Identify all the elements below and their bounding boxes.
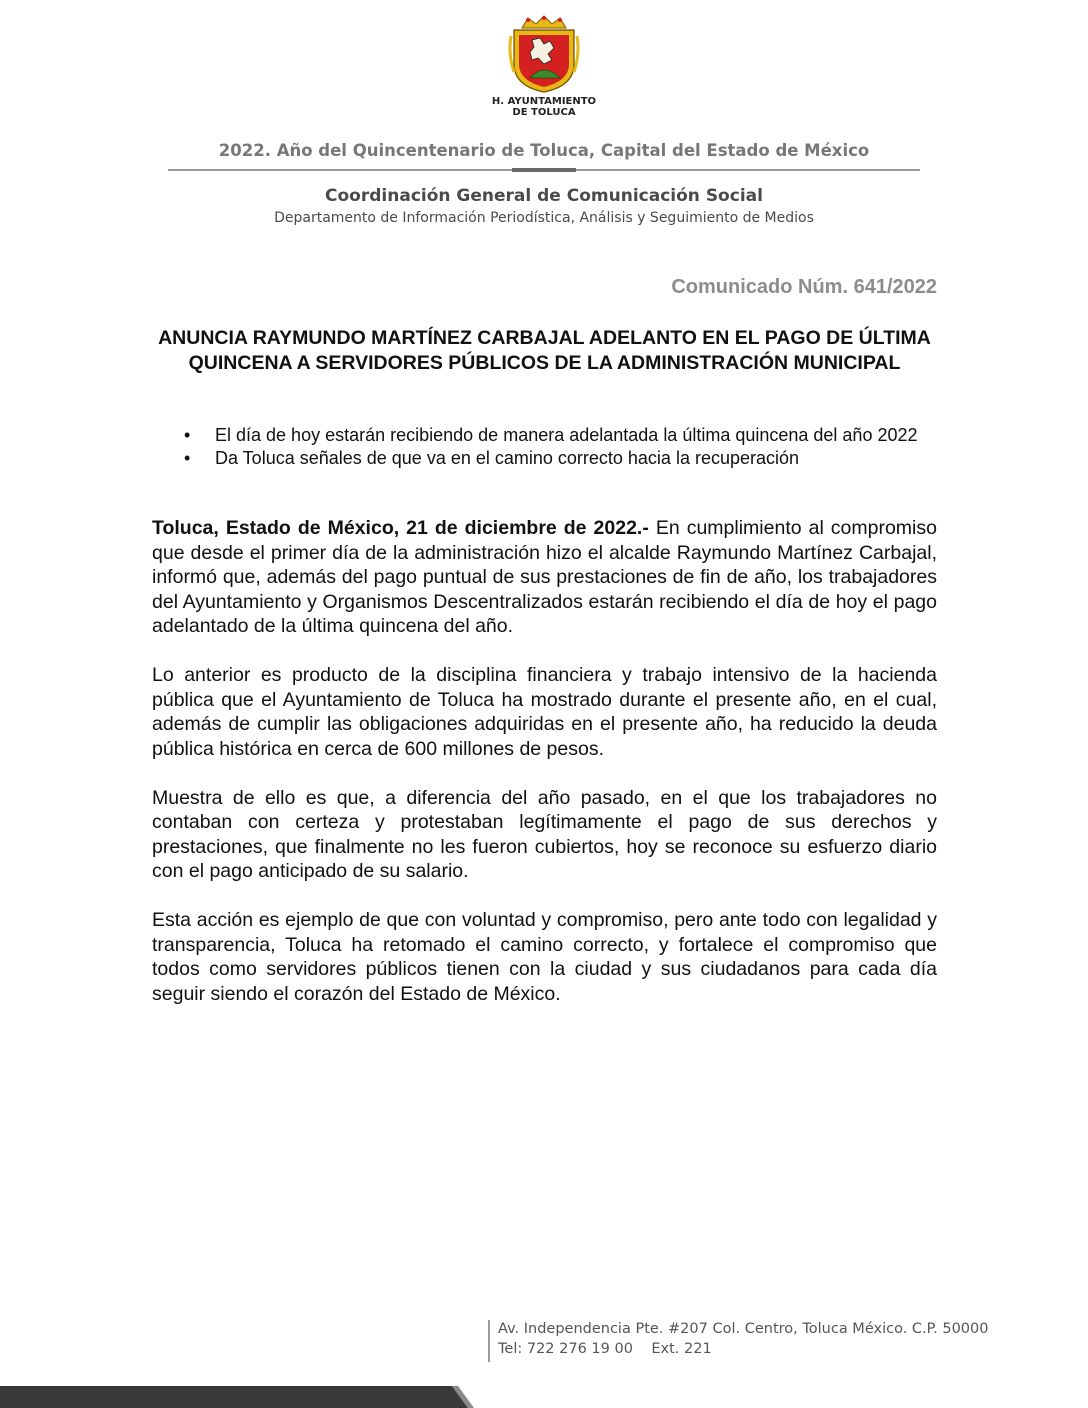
body-paragraph: Lo anterior es producto de la disciplina financiera y trabajo intensivo de la hacienda pública que el Ayuntamiento de Toluca ha mostrado durante el presente año, en el cual, además de cumplir las obligaciones adquiridas en el presente año, ha reducido la deuda pública histórica en cerca de 600 millones de pesos.	[152, 664, 937, 760]
body-paragraph: Muestra de ello es que, a diferencia del año pasado, en el que los trabajadores no contaban con certeza y protestaban legítimamente el pago de sus derechos y prestaciones, que finalmente no les fueron cubiertos, hoy se reconoce su esfuerzo diario con el pago anticipado de su salario.	[152, 786, 937, 882]
press-release-body	[152, 516, 937, 1031]
bullet-dot-icon: •	[184, 425, 191, 445]
footer-phone: Tel: 722 276 19 00 Ext. 221	[498, 1341, 712, 1357]
logo-caption-line1: H. AYUNTAMIENTO	[491, 96, 597, 107]
list-item	[152, 424, 942, 447]
press-release-number: Comunicado Núm. 641/2022	[671, 276, 937, 298]
footer-bar	[0, 1386, 1088, 1408]
body-paragraph	[152, 516, 937, 639]
municipal-logo	[486, 14, 602, 120]
department-subtitle: Departamento de Información Periodística, Análisis y Seguimiento de Medios	[274, 210, 814, 226]
bullet-text: El día de hoy estarán recibiendo de manera adelantada la última quincena del año 2022	[215, 425, 918, 445]
bullet-dot-icon: •	[184, 447, 191, 468]
press-release-headline: ANUNCIA RAYMUNDO MARTÍNEZ CARBAJAL ADELANTO EN EL PAGO DE ÚLTIMA QUINCENA A SERVIDORES PÚBLICOS DE LA ADMINISTRACIÓN MUNICIPAL	[158, 327, 931, 374]
coordination-title: Coordinación General de Comunicación Social	[325, 186, 763, 206]
paragraph-text: En cumplimiento al compromiso que desde el primer día de la administración hizo el alcalde Raymundo Martínez Carbajal, informó que, además del pago puntual de sus prestaciones de fin de año, los trabajadores del Ayuntamiento y Organismos Descentralizados estarán recibiendo el día de hoy el pago adelantado de la última quincena del año.	[152, 517, 937, 637]
year-motto: 2022. Año del Quincentenario de Toluca, Capital del Estado de México	[218, 141, 870, 160]
footer-divider	[488, 1320, 490, 1362]
footer-address: Av. Independencia Pte. #207 Col. Centro, Toluca México. C.P. 50000	[498, 1321, 989, 1337]
list-item	[152, 447, 942, 470]
dateline: Toluca, Estado de México, 21 de diciembre de 2022.-	[152, 517, 649, 539]
logo-caption-line2: DE TOLUCA	[512, 107, 576, 118]
logo-caption	[486, 96, 602, 118]
body-paragraph: Esta acción es ejemplo de que con voluntad y compromiso, pero ante todo con legalidad y transparencia, Toluca ha retomado el camino correcto, y fortalece el compromiso que todos como servidores públicos tienen con la ciudad y sus ciudadanos para cada día seguir siendo el corazón del Estado de México.	[152, 909, 937, 1005]
header-divider-accent	[512, 168, 576, 172]
bullet-text: Da Toluca señales de que va en el camino correcto hacia la recuperación	[215, 447, 800, 468]
toluca-coat-of-arms-icon	[508, 14, 580, 94]
summary-bullet-list	[152, 424, 942, 469]
